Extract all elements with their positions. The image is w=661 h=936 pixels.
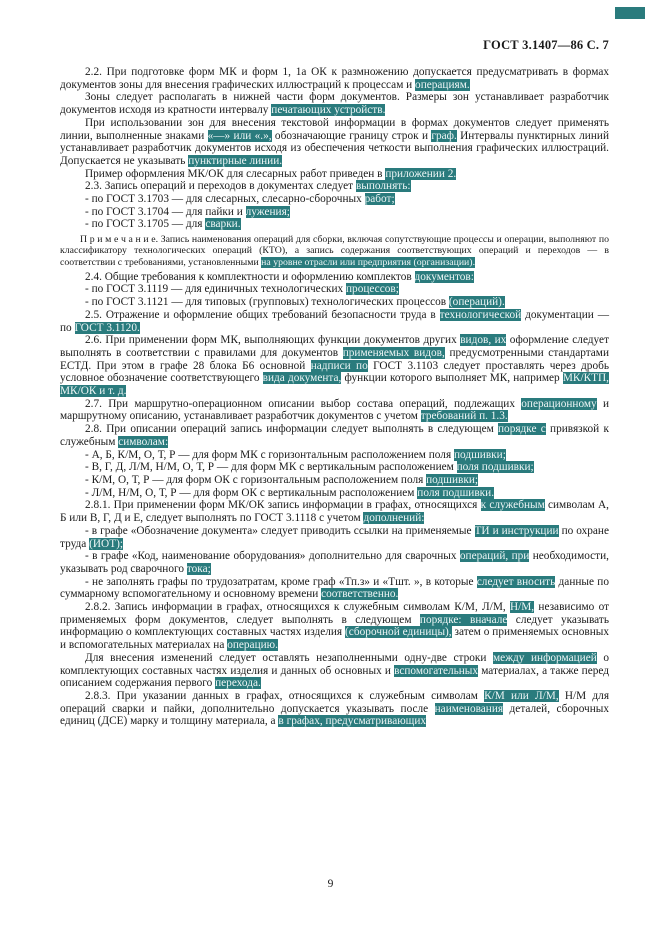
text-segment: необходимости, указывать род сварочного — [60, 550, 609, 575]
text-segment: функции которого выполняет МК, например — [341, 372, 563, 385]
highlighted-text: поля подшивки. — [417, 486, 495, 499]
highlighted-text: перехода. — [215, 677, 261, 690]
highlighted-text: дополнений: — [363, 512, 425, 525]
highlighted-text: (ИОТ); — [89, 537, 123, 550]
text-segment: - по ГОСТ 3.1121 — для типовых (групповых) технологических процессов — [85, 296, 449, 309]
highlighted-text: к служебным — [480, 499, 545, 512]
paragraph — [60, 449, 609, 462]
highlighted-text: поля подшивки; — [456, 461, 534, 474]
text-segment: 2.3. Запись операций и переходов в документах следует — [85, 180, 356, 193]
paragraph — [60, 218, 609, 231]
text-segment: - в графе «Код, наименование оборудования» дополнительно для сварочных — [85, 550, 460, 563]
paragraph — [60, 168, 609, 181]
scan-highlight-artifact — [615, 7, 645, 19]
highlighted-text: сварки. — [205, 218, 241, 231]
highlighted-text: приложении 2. — [385, 167, 457, 180]
text-segment: документации — по — [60, 308, 609, 334]
highlighted-text: между информацией — [493, 651, 597, 664]
text-segment: Интервалы пунктирных линий устанавливает разработчик документов исходя из обеспечения четкости выполнения графических иллюстраций. Допускается не указывать — [60, 129, 609, 167]
paragraph — [60, 91, 609, 116]
paragraph — [60, 334, 609, 398]
paragraph — [60, 690, 609, 728]
highlighted-text: граф. — [431, 129, 457, 142]
page-number: 9 — [327, 878, 334, 890]
highlighted-text: соответственно. — [321, 588, 399, 601]
paragraph — [60, 487, 609, 500]
text-segment: символам А, Б или В, Г, Д и Е, следует выполнять по ГОСТ 3.1118 с учетом — [60, 499, 609, 525]
text-segment: 2.4. Общие требования к комплектности и оформлению комплектов — [85, 270, 415, 283]
highlighted-text: порядке: вначале — [419, 613, 508, 626]
text-segment: - Л/М, Н/М, О, Т, Р — для форм ОК с вертикальным расположением — [85, 486, 418, 499]
text-segment: следует указывать информацию о комплектующих составных частях изделия — [60, 613, 609, 639]
text-segment: 2.8. При описании операций запись информации следует выполнять в следующем — [85, 423, 498, 436]
text-segment: 2.6. При применении форм МК, выполняющих функции документов других — [85, 334, 461, 347]
highlighted-text: операционному — [521, 397, 597, 410]
highlighted-text: на уровне отрасли или предприятия (организации). — [261, 256, 476, 268]
highlighted-text: Н/М, — [509, 601, 535, 614]
text-segment: 2.5. Отражение и оформление общих требований безопасности труда в — [85, 308, 440, 321]
paragraph — [60, 525, 609, 550]
text-segment: Пример оформления МК/ОК для слесарных работ приведен в — [85, 167, 386, 180]
highlighted-text: операцию. — [227, 639, 278, 652]
highlighted-text: пунктирные линии. — [188, 154, 283, 167]
highlighted-text: надписи по — [310, 359, 368, 372]
paragraph — [60, 550, 609, 575]
text-segment: 2.2. При подготовке форм МК и форм 1, 1а ОК к размножению допускается предусматривать в формах документов зоны для внесения графических иллюстраций к процессам и — [60, 66, 609, 91]
highlighted-text: подшивки; — [453, 448, 506, 461]
paragraph — [60, 296, 609, 309]
text-segment: привязкой к служебным — [60, 423, 609, 448]
document-number: ГОСТ 3.1407—86 С. 7 — [483, 38, 609, 52]
text-segment: - не заполнять графы по трудозатратам, кроме граф «Тп.з» и «Тшт. », в которые — [85, 575, 477, 588]
highlighted-text: подшивки; — [426, 474, 479, 486]
highlighted-text: вида документа, — [262, 372, 342, 385]
text-segment: 2.8.2. Запись информации в графах, относящихся к служебным символам К/М, Л/М, — [85, 601, 510, 614]
highlighted-text: ТИ и инструкции — [474, 524, 559, 537]
paragraph — [60, 180, 609, 193]
paragraph — [60, 601, 609, 652]
highlighted-text: печатающих устройств. — [271, 104, 386, 117]
text-segment: - А, Б, К/М, О, Т, Р — для форм МК с горизонтальным расположением поля — [85, 448, 454, 461]
page-footer — [0, 878, 661, 890]
highlighted-text: операций, при — [459, 550, 530, 563]
text-segment: - по ГОСТ 3.1705 — для — [85, 218, 206, 231]
highlighted-text: символам: — [118, 435, 169, 448]
highlighted-text: следует вносить — [476, 575, 556, 588]
highlighted-text: МК/КТП, МК/ОК и т. д. — [60, 372, 609, 398]
highlighted-text: технологической — [439, 308, 522, 321]
text-segment: независимо от применяемых форм документов, следует выполнять в следующем — [60, 601, 610, 626]
paragraph — [60, 652, 609, 690]
paragraph — [60, 117, 609, 168]
text-segment: 2.8.3. При указании данных в графах, относящихся к служебным символам — [85, 689, 485, 702]
text-segment: обозначающие границу строк и — [271, 129, 432, 142]
paragraph — [60, 576, 609, 601]
document-body — [60, 66, 609, 728]
highlighted-text: выполнять: — [355, 180, 411, 193]
paragraph — [60, 271, 609, 284]
paragraph — [60, 423, 609, 448]
highlighted-text: работ; — [364, 193, 395, 206]
highlighted-text: применяемых видов, — [342, 346, 445, 359]
paragraph — [60, 193, 609, 206]
highlighted-text: (операций). — [448, 296, 505, 309]
paragraph — [60, 283, 609, 296]
text-segment: по охране труда — [60, 524, 609, 550]
highlighted-text: документов: — [414, 270, 474, 283]
highlighted-text: операциям. — [415, 78, 470, 91]
paragraph — [60, 398, 609, 423]
text-segment: ГОСТ 3.1103 следует проставлять через дробь условное обозначение соответствующего — [60, 359, 610, 385]
paragraph — [60, 206, 609, 219]
text-segment: П р и м е ч а н и е. Запись наименования операций для сборки, включая сопутствующие процессы и операции, выполняют по классификатору технологических операций (КТО), а запись содержания соответствующих операций и переходов — в соответствии с требованиями, установленными — [60, 234, 609, 268]
paragraph — [60, 309, 609, 334]
highlighted-text: вспомогательных — [394, 664, 479, 677]
highlighted-text: в графах, предусматривающих — [278, 715, 427, 728]
text-segment: Н/М для операций сварки и пайки, дополнительно допускается указывать после — [60, 689, 610, 715]
text-segment: - по ГОСТ 3.1703 — для слесарных, слесарно-сборочных — [85, 193, 365, 206]
text-segment: о комплектующих составных частях изделия и данных об основных и — [60, 651, 609, 677]
paragraph — [60, 461, 609, 474]
text-segment: - по ГОСТ 3.1119 — для единичных технологических — [85, 283, 346, 296]
text-segment: материалах, а также перед описанием содержания первого — [60, 664, 609, 690]
highlighted-text: (сборочной единицы), — [345, 626, 452, 639]
highlighted-text: лужения; — [245, 205, 290, 218]
text-segment: предусмотренными стандартами ЕСТД. При этом в графе 28 блока Б6 основной — [60, 346, 610, 372]
highlighted-text: ГОСТ 3.1120. — [74, 321, 140, 334]
text-segment: - в графе «Обозначение документа» следует приводить ссылки на применяемые — [85, 524, 475, 537]
paragraph — [60, 66, 609, 91]
text-segment: деталей, сборочных единиц (ДСЕ) марку и толщину материала, а — [60, 702, 610, 728]
paragraph — [60, 499, 609, 524]
text-segment: оформление следует выполнять в соответствии с правилами для документов — [60, 334, 610, 359]
text-segment: и маршрутному описанию, устанавливает разработчик документов с учетом — [60, 397, 609, 423]
highlighted-text: порядке с — [498, 423, 546, 436]
note-paragraph — [60, 234, 609, 268]
text-segment: - В, Г, Д, Л/М, Н/М, О, Т, Р — для форм МК с вертикальным расположением — [85, 461, 457, 474]
highlighted-text: видов, их — [460, 334, 507, 347]
highlighted-text: тока; — [186, 562, 211, 575]
highlighted-text: наименования — [434, 702, 504, 715]
highlighted-text: «—» или «.», — [207, 129, 272, 142]
text-segment: Для внесения изменений следует оставлять незаполненными одну-две строки — [85, 651, 494, 664]
text-segment: - К/М, О, Т, Р — для форм ОК с горизонтальным расположением поля — [85, 474, 427, 486]
page-header — [60, 38, 609, 53]
paragraph — [60, 474, 609, 487]
text-segment: Зоны следует располагать в нижней части форм документов. Размеры зон устанавливает разработчик документов исходя из кратности интервалу — [60, 91, 609, 117]
highlighted-text: требований п. 1.3. — [420, 410, 508, 423]
text-segment: При использовании зон для внесения текстовой информации в формах документов следует применять линии, выполненные знаками — [60, 116, 609, 142]
highlighted-text: К/М или Л/М, — [484, 689, 559, 702]
text-segment: 2.7. При маршрутно-операционном описании выбор состава операций, подлежащих — [85, 397, 522, 410]
text-segment: 2.8.1. При применении форм МК/ОК запись информации в графах, относящихся — [85, 499, 481, 512]
text-segment: данные по суммарному вспомогательному и основному времени — [60, 575, 609, 601]
text-segment: - по ГОСТ 3.1704 — для пайки и — [85, 205, 246, 218]
highlighted-text: процессов; — [346, 283, 399, 296]
text-segment: затем о применяемых основных и вспомогательных материалах на — [60, 626, 609, 652]
